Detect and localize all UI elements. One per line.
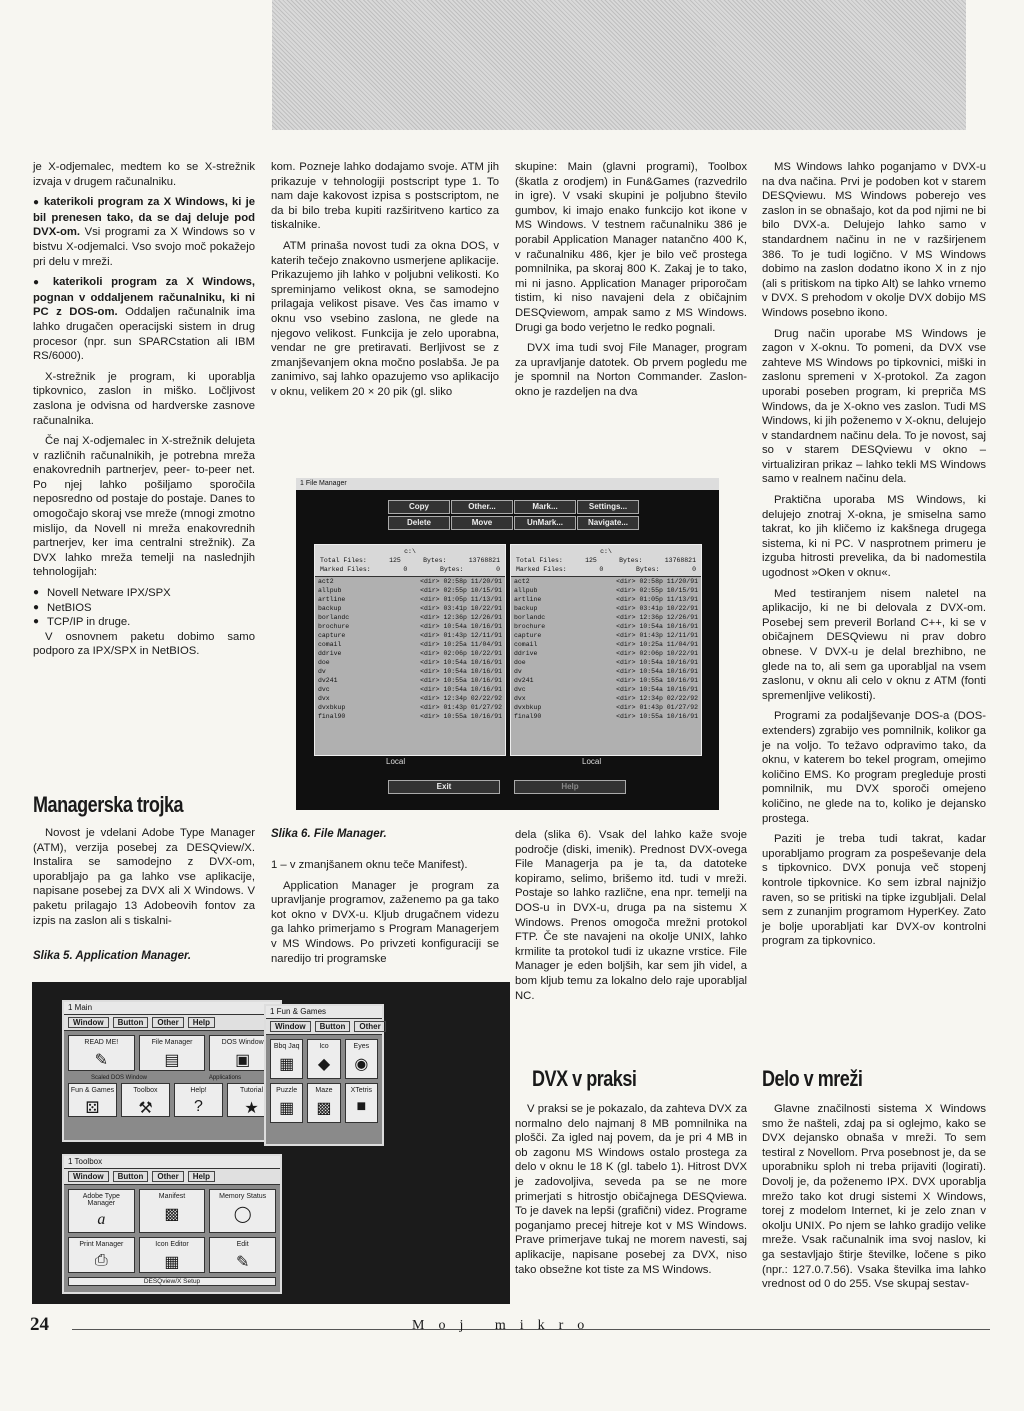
file-row[interactable] xyxy=(315,631,505,640)
file-row[interactable] xyxy=(315,613,505,622)
file-info: <dir> 12:34p 02/22/92 xyxy=(420,695,502,702)
file-name: dv xyxy=(514,668,522,675)
window-title-bar: 1 File Manager xyxy=(296,478,719,490)
magazine-name: Moj mikro xyxy=(412,1318,599,1333)
xtetris-button[interactable]: XTetris ■ xyxy=(345,1083,378,1123)
fun-games-button[interactable]: Fun & Games ⚄ xyxy=(68,1083,117,1117)
file-name: artline xyxy=(318,596,346,603)
file-name: backup xyxy=(514,605,538,612)
file-info: <dir> 10:54a 10/16/91 xyxy=(616,668,698,675)
file-row[interactable] xyxy=(511,586,701,595)
file-info: <dir> 10:55a 10/16/91 xyxy=(420,677,502,684)
column-3c xyxy=(515,1102,747,1283)
pane-header xyxy=(511,545,701,577)
file-name: backup xyxy=(318,605,342,612)
file-name: doe xyxy=(514,659,526,666)
fun-games-window xyxy=(264,1004,384,1146)
file-info: <dir> 12:34p 02/22/92 xyxy=(616,695,698,702)
paragraph: DVX ima tudi svoj File Manager, program za upravljanje datotek. Ob prvem pogledu me je spomnil na Norton Commander. Zaslon-okno je razdeljen na dva xyxy=(515,342,747,398)
file-info: <dir> 01:05p 11/13/91 xyxy=(420,596,502,603)
file-row[interactable] xyxy=(511,676,701,685)
pane-header xyxy=(315,545,505,577)
menu-button[interactable]: Button xyxy=(315,1021,351,1032)
file-info: <dir> 10:54a 10/16/91 xyxy=(616,623,698,630)
memory-status-button[interactable]: Memory Status ◯ xyxy=(209,1189,276,1233)
file-row[interactable] xyxy=(315,640,505,649)
page-number: 24 xyxy=(30,1314,49,1335)
file-row[interactable] xyxy=(315,622,505,631)
file-name: capture xyxy=(318,632,346,639)
dvx-setup-button[interactable]: DESQview/X Setup xyxy=(68,1277,276,1286)
column-4b xyxy=(762,1102,986,1298)
file-row[interactable] xyxy=(315,676,505,685)
menu-window[interactable]: Window xyxy=(270,1021,311,1032)
drive-label: c:\ xyxy=(600,548,612,555)
graduation-icon: ★ xyxy=(244,1100,259,1117)
file-manager-screenshot xyxy=(296,478,719,810)
menu-button[interactable]: Button xyxy=(113,1171,149,1182)
file-name: comail xyxy=(514,641,538,648)
paragraph: X-strežnik je program, ki uporablja tipkovnico, zaslon in miško. Ločljivost zaslona je odvisna od hardverske zasnove računalnika. xyxy=(33,370,255,427)
file-name: dvx xyxy=(318,695,330,702)
list-item: ● TCP/IP in druge. xyxy=(33,615,255,630)
drive-label: c:\ xyxy=(404,548,416,555)
file-row[interactable] xyxy=(315,658,505,667)
file-info: <dir> 02:06p 10/22/91 xyxy=(616,650,698,657)
manifest-button[interactable]: Manifest ▩ xyxy=(139,1189,206,1233)
file-info: <dir> 02:58p 11/20/91 xyxy=(616,578,698,585)
file-name: dvx xyxy=(514,695,526,702)
file-list xyxy=(315,577,505,721)
file-row[interactable] xyxy=(511,631,701,640)
stat-row: Marked Files: 0 Bytes: 0 xyxy=(320,566,500,573)
file-info: <dir> 10:55a 10/16/91 xyxy=(616,713,698,720)
file-row[interactable] xyxy=(511,658,701,667)
paragraph: kom. Pozneje lahko dodajamo svoje. ATM jih prikazuje v tehnologiji postscript type 1. To nam daje kakovost izpisa s postscriptom, ne da bi bilo treba kupiti razširitveno kartico za tiskalnike. xyxy=(271,161,499,232)
paragraph: V osnovnem paketu dobimo samo podporo za IPX/SPX in NetBIOS. xyxy=(33,630,255,658)
ico-button[interactable]: Ico ◆ xyxy=(307,1039,340,1079)
file-row[interactable] xyxy=(511,595,701,604)
menu-window[interactable]: Window xyxy=(68,1017,109,1028)
column-2 xyxy=(271,160,499,406)
paragraph: Drug način uporabe MS Windows je zagon v X-oknu. To pomeni, da DVX vse zahteve MS Windows po tipkovnici, miški in zaslonu spremeni v X-protokol. Za zagon uporabi poseben program, ki prepriča MS Windows, da je X-okno ves zaslon. Tudi MS Windows, ki jih poženemo v X-oknu, delujejo v standardnem načinu dela. To je novost, saj so v starem DESQviewu v okno – virtualiziran prikaz – lahko tekli MS Windows samo v realnem načinu dela. xyxy=(762,327,986,486)
other-button[interactable]: Other... xyxy=(451,500,513,514)
font-icon: a xyxy=(97,1211,106,1228)
file-row[interactable] xyxy=(315,694,505,703)
maze-icon: ▩ xyxy=(316,1100,332,1117)
file-info: <dir> 10:25a 11/04/91 xyxy=(616,641,698,648)
tetris-icon: ■ xyxy=(356,1098,367,1115)
question-icon: ? xyxy=(194,1098,203,1115)
file-row[interactable] xyxy=(315,703,505,712)
file-row[interactable] xyxy=(511,703,701,712)
file-name: artline xyxy=(514,596,542,603)
menu-other[interactable]: Other xyxy=(152,1017,183,1028)
file-name: allpub xyxy=(318,587,342,594)
file-name: ddrive xyxy=(514,650,538,657)
paragraph: V praksi se je pokazalo, da zahteva DVX za normalno delo najmanj 8 MB pomnilnika na plošči. Za igled naj povem, da je pri 4 MB in ob zagonu MS Windows ostalo prostega za delo v oknu le 18 K (gl. tabelo 1). Hitrost DVX je zadovoljiva, seveda pa se ne more primerjati s hitrostjo običajnega DESQviewa. To je davek na lepši (grafični) videz. Programe poganjamo precej hitreje kot v MS Windows. Prave primerjave tukaj ne morem navesti, saj aplikacije, napisane posebej za DVX, niso tako obsežne kot tiste za MS Windows. xyxy=(515,1103,747,1276)
puzzle-icon: ▦ xyxy=(279,1100,295,1117)
paragraph: ATM prinaša novost tudi za okna DOS, v katerih tečejo znakovno usmerjene aplikacije. Prikazujemo jih lahko v poljubni velikosti. Ko spreminjamo velikost okna, se samodejno prilagaja velikost pisave. Ves čas imamo v oknu vso vsebino zaslona, ne glede na njegovo velikost. Funkcija je zelo uporabna, vendar ne gre pretiravati. Berljivost se z zmanjševanjem okna močno poslabša. Je pa zanimivo, saj lahko opazujemo vso aplikacijo v oknu, velikem 20 × 20 pik (gl. sliko xyxy=(271,239,499,398)
local-label: Local xyxy=(386,757,406,766)
paragraph: Če naj X-odjemalec in X-strežnik delujeta v različnih računalnikih, je potrebna mreža enakovrednih partnerjev, peer- to-peer net. Po njej lahko pošiljamo sporočila neposredno od postaje do postaje. Danes to omogočajo skoraj vse mreže (mnogi zmotno mislijo, da Novell ni mreža enakovrednih partnerjev, ker ima centralni strežnik). Za DVX lahko mreža temelji na naslednjih tehnologijah: xyxy=(33,435,255,579)
file-info: <dir> 12:36p 12/26/91 xyxy=(420,614,502,621)
file-name: dvxbkup xyxy=(514,704,542,711)
menu-bar xyxy=(64,1015,280,1031)
file-name: final90 xyxy=(318,713,346,720)
paragraph: Praktična uporaba MS Windows, ki delujejo znotraj X-okna, je smiselna samo takrat, ko jih kličemo iz kakšnega drugega sistema, ki ni PC. V nasprotnem primeru je izguba hitrosti prevelika, da bi nadomestila ugodnost »Oken v oknu«. xyxy=(762,494,986,580)
file-info: <dir> 10:55a 10/16/91 xyxy=(616,677,698,684)
file-name: act2 xyxy=(514,578,530,585)
file-info: <dir> 12:36p 12/26/91 xyxy=(616,614,698,621)
file-name: dvxbkup xyxy=(318,704,346,711)
move-button[interactable]: Move xyxy=(451,516,513,530)
applications-label[interactable]: Applications xyxy=(208,1075,242,1081)
file-row[interactable] xyxy=(511,667,701,676)
file-info: <dir> 10:25a 11/04/91 xyxy=(420,641,502,648)
file-name: brochure xyxy=(318,623,350,630)
menu-window[interactable]: Window xyxy=(68,1171,109,1182)
memory-icon: ◯ xyxy=(233,1206,252,1223)
file-row[interactable] xyxy=(511,613,701,622)
eyes-button[interactable]: Eyes ◉ xyxy=(345,1039,378,1079)
paragraph: Application Manager je program za upravljanje programov, zaženemo pa ga tako kot okno v DVX-u. Kljub drugačnem videzu ga lahko primerjamo s Program Managerjem v MS Windows. Po privzeti konfiguraciji se naredijo tri programske xyxy=(271,879,499,965)
paragraph: MS Windows lahko poganjamo v DVX-u na dva načina. Prvi je podoben kot v starem DESQviewu. MS Windows poberejo ves zaslon in se obnašajo, kot da pod njimi ne bi bilo DVX-a. Delujejo lahko samo v standardnem načinu in ne v razširjenem 386. To je tudi logično. V MS Windows dobimo na zaslon dodatno ikono X in z njo (ali s pritiskom na tipko Alt) se lahko vrnemo v DVX. S prehodom v okolje DVX dobijo MS Windows posebno ikono. xyxy=(762,161,986,319)
readme-button[interactable]: READ ME! ✎ xyxy=(68,1035,135,1071)
application-manager-screenshot xyxy=(32,982,510,1304)
adobe-type-manager-button[interactable]: Adobe Type Manager a xyxy=(68,1189,135,1233)
file-row[interactable] xyxy=(315,685,505,694)
file-row[interactable] xyxy=(315,577,505,586)
file-row[interactable] xyxy=(315,604,505,613)
file-info: <dir> 03:41p 10/22/91 xyxy=(420,605,502,612)
section-heading: DVX v praksi xyxy=(532,1066,637,1091)
file-info: <dir> 10:54a 10/16/91 xyxy=(420,659,502,666)
editor-icon: ▦ xyxy=(164,1254,180,1271)
delete-button[interactable]: Delete xyxy=(388,516,450,530)
maze-button[interactable]: Maze ▩ xyxy=(307,1083,340,1123)
copy-button[interactable]: Copy xyxy=(388,500,450,514)
paragraph: Med testiranjem nisem naletel na aplikacijo, ki ne bi delovala z DVX-om. Posebej sem preveril Borland C++, ki se v običajnem DESQviewu ni prav dobro obnese. V DVX-u je delal brezhibno, ne glede na to, ali sem ga uporabljal na vsem zaslonu, v oknu ali celo v oknu z ATM (fonti spremenljive velikosti). xyxy=(762,587,986,702)
file-name: brochure xyxy=(514,623,546,630)
file-name: ddrive xyxy=(318,650,342,657)
file-info: <dir> 10:54a 10/16/91 xyxy=(616,659,698,666)
file-info: <dir> 03:41p 10/22/91 xyxy=(616,605,698,612)
mark-button[interactable]: Mark... xyxy=(514,500,576,514)
list-item: ● Novell Netware IPX/SPX xyxy=(33,586,255,601)
paragraph: Novost je vdelani Adobe Type Manager (ATM), verzija posebej za DESQview/X. Instalira se samodejno z DVX-om, uporabljajo pa ga lahko vse aplikacije, napisane posebej za DVX ali X Windows. V paketu prilagajo 13 Adobeovih fontov za izpis na zaslon ali s tiskalni- xyxy=(33,827,255,927)
menu-other[interactable]: Other xyxy=(152,1171,183,1182)
file-name: final90 xyxy=(514,713,542,720)
help-icon-button[interactable]: Help! ? xyxy=(174,1083,223,1117)
manifest-icon: ▩ xyxy=(164,1206,180,1223)
file-row[interactable] xyxy=(511,694,701,703)
icon-grid xyxy=(266,1035,382,1127)
file-info: <dir> 01:43p 01/27/92 xyxy=(616,704,698,711)
file-row[interactable] xyxy=(315,712,505,721)
column-2b xyxy=(271,858,499,972)
file-name: comail xyxy=(318,641,342,648)
stat-row: Marked Files: 0 Bytes: 0 xyxy=(516,566,696,573)
file-info: <dir> 10:54a 10/16/91 xyxy=(420,668,502,675)
file-name: borlandc xyxy=(318,614,350,621)
folder-icon: ▤ xyxy=(164,1052,180,1069)
column-1 xyxy=(33,160,255,665)
file-row[interactable] xyxy=(511,685,701,694)
file-info: <dir> 01:05p 11/13/91 xyxy=(616,596,698,603)
toolbox-window xyxy=(62,1154,282,1294)
right-file-pane xyxy=(510,544,702,756)
ico-icon: ◆ xyxy=(317,1056,331,1073)
file-info: <dir> 01:43p 12/11/91 xyxy=(420,632,502,639)
file-name: act2 xyxy=(318,578,334,585)
paragraph: Glavne značilnosti sistema X Windows smo že našteli, zdaj pa si oglejmo, kako se DVX dejansko obnaša v mreži. To sem testiral z Novellom. Prva posebnost je, da se uporabniku sploh ni treba prijaviti (logirati). Dovolj je, da poženemo IPX. DVX uporablja mrežo tako kot drugi sistemi X Windows, torej z modelom Internet, ki je zelo znan v okolju UNIX. Po njem se lahko gradijo velike mreže. Vsak računalnik ima svoj naslov, ki ga sestavljajo štirje številke, ločene s piko (npr.: 127.0.7.56). Vsaka številka ima lahko vrednost od 0 do 255. Vse skupaj sestav- xyxy=(762,1103,986,1291)
protocol-list xyxy=(33,586,255,630)
menu-help[interactable]: Help xyxy=(188,1171,215,1182)
file-info: <dir> 10:54a 10/16/91 xyxy=(616,686,698,693)
file-row[interactable] xyxy=(511,622,701,631)
file-row[interactable] xyxy=(511,649,701,658)
list-item: ● NetBIOS xyxy=(33,601,255,616)
eyes-icon: ◉ xyxy=(354,1056,369,1073)
file-info: <dir> 02:55p 10/15/91 xyxy=(420,587,502,594)
file-row[interactable] xyxy=(511,640,701,649)
local-label: Local xyxy=(582,757,602,766)
tutorial-button[interactable]: Tutorial ★ xyxy=(227,1083,276,1117)
bullet-item: ● katerikoli program za X Windows, pognan v oddaljenem računalniku, ki ni PC z DOS-om. Oddaljen računalnik ima lahko drugačen operacijski sistem in drug procesor (npr. sun SPARCstation ali IBM RS/6000). xyxy=(33,275,255,364)
toolbox-icon: ⚒ xyxy=(138,1100,153,1117)
file-info: <dir> 10:54a 10/16/91 xyxy=(420,686,502,693)
section-heading: Delo v mreži xyxy=(762,1066,863,1091)
file-row[interactable] xyxy=(315,586,505,595)
file-row[interactable] xyxy=(511,604,701,613)
document-icon: ✎ xyxy=(94,1052,109,1069)
toolbox-button[interactable]: Toolbox ⚒ xyxy=(121,1083,170,1117)
file-name: dv241 xyxy=(514,677,534,684)
icon-grid xyxy=(64,1031,280,1075)
file-info: <dir> 01:43p 12/11/91 xyxy=(616,632,698,639)
file-row[interactable] xyxy=(511,577,701,586)
window-title-bar: 1 Toolbox xyxy=(64,1156,280,1169)
paragraph: je X-odjemalec, medtem ko se X-strežnik izvaja v drugem računalniku. xyxy=(33,161,255,188)
file-info: <dir> 02:06p 10/22/91 xyxy=(420,650,502,657)
top-photo xyxy=(272,0,966,130)
paragraph: Paziti je treba tudi takrat, kadar uporabljamo program za pospeševanje dela s tipkovnico. DVX ponuja več stopenj kontrole tipkovnice. Ko sem izbral najnižjo raven, so se pritiski na tipke izgubljali. Delal sem z zunanjim programom HyperKey. Zato je bolje uporabljati kar DVX-ov kontrolni program za tipkovnico. xyxy=(762,833,986,948)
file-list xyxy=(511,577,701,721)
window-title-bar: 1 Main xyxy=(64,1002,280,1015)
print-manager-button[interactable]: Print Manager ⎙ xyxy=(68,1237,135,1273)
puzzle-button[interactable]: Puzzle ▦ xyxy=(270,1083,303,1123)
file-name: dvc xyxy=(318,686,330,693)
file-info: <dir> 10:54a 10/16/91 xyxy=(420,623,502,630)
file-name: doe xyxy=(318,659,330,666)
file-name: borlandc xyxy=(514,614,546,621)
main-window xyxy=(62,1000,282,1142)
paragraph: 1 – v zmanjšanem oknu teče Manifest). xyxy=(271,859,468,871)
edit-button[interactable]: Edit ✎ xyxy=(209,1237,276,1273)
menu-bar xyxy=(266,1019,382,1035)
dos-icon: ▣ xyxy=(235,1052,251,1069)
file-row[interactable] xyxy=(315,649,505,658)
menu-bar xyxy=(64,1169,280,1185)
icon-editor-button[interactable]: Icon Editor ▦ xyxy=(139,1237,206,1273)
figure-caption: Slika 6. File Manager. xyxy=(271,828,387,840)
file-name: allpub xyxy=(514,587,538,594)
paragraph: Programi za podaljševanje DOS-a (DOS-extenders) zgrabijo ves pomnilnik, kolikor ga je na voljo. To težavo odpravimo tako, da oknu, v katerem bo tekel program, omejimo količino EMS. Ko program pregleduje prosti pomnilnik, mu DVX sporoči omejeno količino, ne glede na to, koliko je dejansko prostega. xyxy=(762,710,986,825)
file-row[interactable] xyxy=(511,712,701,721)
file-info: <dir> 02:55p 10/15/91 xyxy=(616,587,698,594)
figure-caption: Slika 5. Application Manager. xyxy=(33,950,192,962)
file-name: capture xyxy=(514,632,542,639)
file-name: dv241 xyxy=(318,677,338,684)
left-file-pane xyxy=(314,544,506,756)
unmark-button[interactable]: UnMark... xyxy=(514,516,576,530)
scaled-dos-label[interactable]: Scaled DOS Window xyxy=(90,1075,148,1081)
file-info: <dir> 01:43p 01/27/92 xyxy=(420,704,502,711)
edit-icon: ✎ xyxy=(235,1254,250,1271)
dos-window-button[interactable]: DOS Window ▣ xyxy=(209,1035,276,1071)
file-name: dv xyxy=(318,668,326,675)
stat-row: Total Files: 125 Bytes: 13768821 xyxy=(320,557,500,564)
section-heading: Managerska trojka xyxy=(33,792,184,817)
file-info: <dir> 02:58p 11/20/91 xyxy=(420,578,502,585)
file-manager-button[interactable]: File Manager ▤ xyxy=(139,1035,206,1071)
paragraph: skupine: Main (glavni programi), Toolbox (škatla z orodjem) in Fun&Games (razvedrilo in igre). V vsaki skupini je poljubno število gumbov, ki imajo enako funkcijo kot ikone v MS Windows. V testnem računalniku 386 je porabil Application Manager natančno 400 K, v računalniku 486, kjer je bilo več prostega pomnilnika, pa skoraj 800 K. Zakaj je to tako, mi ni jasno. Application Manager priporočam tistim, ki niso navajeni dela z običajnim DESQviewom, ampak samo z MS Windows. Drugi ga bodo verjetno le redko pognali. xyxy=(515,161,747,334)
navigate-button[interactable]: Navigate... xyxy=(577,516,639,530)
printer-icon: ⎙ xyxy=(94,1252,108,1269)
file-name: dvc xyxy=(514,686,526,693)
column-4 xyxy=(762,160,986,955)
column-3 xyxy=(515,160,747,406)
window-title-bar: 1 Fun & Games xyxy=(266,1006,382,1019)
bbq-jaq-button[interactable]: Bbq Jaq ▦ xyxy=(270,1039,303,1079)
settings-button[interactable]: Settings... xyxy=(577,500,639,514)
column-1b xyxy=(33,826,255,934)
bullet-item: ● katerikoli program za X Windows, ki je bil prenesen tako, da se daj deluje pod DVX-om. Vsi programi za X Windows so v bistvu X-odjemalci. Vso svojo moč pokažejo pri delu v mreži. xyxy=(33,195,255,269)
menu-other[interactable]: Other xyxy=(354,1021,385,1032)
menu-help[interactable]: Help xyxy=(188,1017,215,1028)
column-3b xyxy=(515,828,747,1009)
exit-button[interactable]: Exit xyxy=(388,780,500,794)
icon-grid xyxy=(64,1081,280,1121)
game-icon: ▦ xyxy=(279,1056,295,1073)
icon-grid xyxy=(64,1185,280,1277)
file-row[interactable] xyxy=(315,595,505,604)
stat-row: Total Files: 125 Bytes: 13768821 xyxy=(516,557,696,564)
file-info: <dir> 10:55a 10/16/91 xyxy=(420,713,502,720)
menu-button[interactable]: Button xyxy=(113,1017,149,1028)
file-row[interactable] xyxy=(315,667,505,676)
help-button[interactable]: Help xyxy=(514,780,626,794)
paragraph: dela (slika 6). Vsak del lahko kaže svoje področje (diski, imenik). Prednost DVX-ovega File Managerja pa je ta, da datoteke kopiramo, selimo, brišemo itd. tudi v mreži. Postaje so lahko različne, ena npr. temelji na DOS-u in DVX-u, druga pa na sistemu X Windows. Prenos omogoča mrežni protokol FTP. Če ste navajeni na okolje UNIX, lahko krmilite ta protokol tudi iz ukazne vrstice. File Manager je eden boljših, kar sem jih videl, a bom kljub temu za lokalno delo raje uporabljal NC. xyxy=(515,829,747,1002)
dice-icon: ⚄ xyxy=(85,1100,100,1117)
